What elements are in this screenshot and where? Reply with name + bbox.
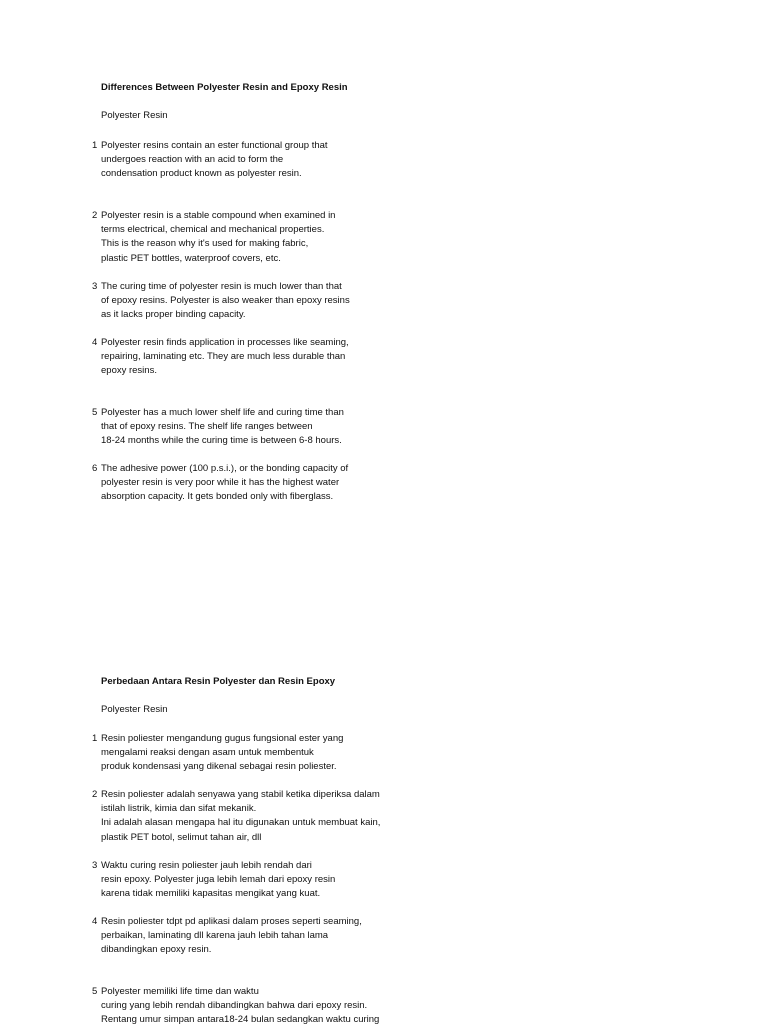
item-line: absorption capacity. It gets bonded only with fiberglass. xyxy=(101,491,334,503)
item-line: This is the reason why it's used for making fabric, xyxy=(101,238,309,250)
item-line: The adhesive power (100 p.s.i.), or the bonding capacity of xyxy=(101,463,349,474)
item-line: istilah listrik, kimia dan sifat mekanik. xyxy=(101,803,257,815)
item-line: epoxy resins. xyxy=(101,365,157,377)
indonesian-subtitle: Polyester Resin xyxy=(101,704,168,715)
item-line: resin epoxy. Polyester juga lebih lemah dari epoxy resin xyxy=(101,874,336,886)
item-line: Polyester memiliki life time dan waktu xyxy=(101,986,259,997)
item-line: The curing time of polyester resin is much lower than that xyxy=(101,281,342,292)
english-subtitle: Polyester Resin xyxy=(101,110,168,121)
item-line: curing yang lebih rendah dibandingkan bahwa dari epoxy resin. xyxy=(101,1000,368,1012)
item-line: Resin poliester adalah senyawa yang stabil ketika diperiksa dalam xyxy=(101,789,380,800)
item-line: Polyester resin finds application in processes like seaming, xyxy=(101,337,349,348)
item-number: 3 xyxy=(92,860,98,871)
item-line: karena tidak memiliki kapasitas mengikat yang kuat. xyxy=(101,888,321,900)
item-line: Polyester has a much lower shelf life and curing time than xyxy=(101,407,344,418)
item-line: 18-24 months while the curing time is between 6-8 hours. xyxy=(101,435,342,447)
item-line: terms electrical, chemical and mechanical properties. xyxy=(101,224,325,236)
item-line: repairing, laminating etc. They are much less durable than xyxy=(101,351,346,363)
item-line: produk kondensasi yang dikenal sebagai resin poliester. xyxy=(101,761,337,773)
item-number: 2 xyxy=(92,210,98,221)
english-title: Differences Between Polyester Resin and Epoxy Resin xyxy=(101,82,348,93)
item-line: Polyester resins contain an ester functional group that xyxy=(101,140,328,151)
item-line: plastik PET botol, selimut tahan air, dll xyxy=(101,831,262,843)
item-number: 1 xyxy=(92,140,98,151)
item-line: dibandingkan epoxy resin. xyxy=(101,944,212,956)
item-number: 4 xyxy=(92,337,98,348)
item-number: 6 xyxy=(92,463,98,474)
indonesian-title: Perbedaan Antara Resin Polyester dan Resin Epoxy xyxy=(101,676,336,687)
item-line: condensation product known as polyester resin. xyxy=(101,168,302,180)
item-line: Resin poliester tdpt pd aplikasi dalam proses seperti seaming, xyxy=(101,916,362,927)
item-number: 2 xyxy=(92,789,98,800)
item-number: 1 xyxy=(92,733,98,744)
item-line: undergoes reaction with an acid to form the xyxy=(101,154,284,166)
item-line: mengalami reaksi dengan asam untuk membentuk xyxy=(101,747,314,759)
item-line: polyester resin is very poor while it has the highest water xyxy=(101,477,340,489)
item-line: Resin poliester mengandung gugus fungsional ester yang xyxy=(101,733,344,744)
item-line: Rentang umur simpan antara18-24 bulan sedangkan waktu curing xyxy=(101,1014,380,1026)
item-line: Ini adalah alasan mengapa hal itu digunakan untuk membuat kain, xyxy=(101,817,381,829)
item-line: Polyester resin is a stable compound when examined in xyxy=(101,210,336,221)
item-number: 5 xyxy=(92,407,98,418)
item-number: 4 xyxy=(92,916,98,927)
item-line: that of epoxy resins. The shelf life ranges between xyxy=(101,421,313,433)
item-line: perbaikan, laminating dll karena jauh lebih tahan lama xyxy=(101,930,329,942)
item-line: of epoxy resins. Polyester is also weaker than epoxy resins xyxy=(101,295,350,307)
item-line: Waktu curing resin poliester jauh lebih rendah dari xyxy=(101,860,312,871)
item-line: plastic PET bottles, waterproof covers, etc. xyxy=(101,252,281,264)
item-number: 3 xyxy=(92,281,98,292)
item-number: 5 xyxy=(92,986,98,997)
item-line: as it lacks proper binding capacity. xyxy=(101,309,246,321)
